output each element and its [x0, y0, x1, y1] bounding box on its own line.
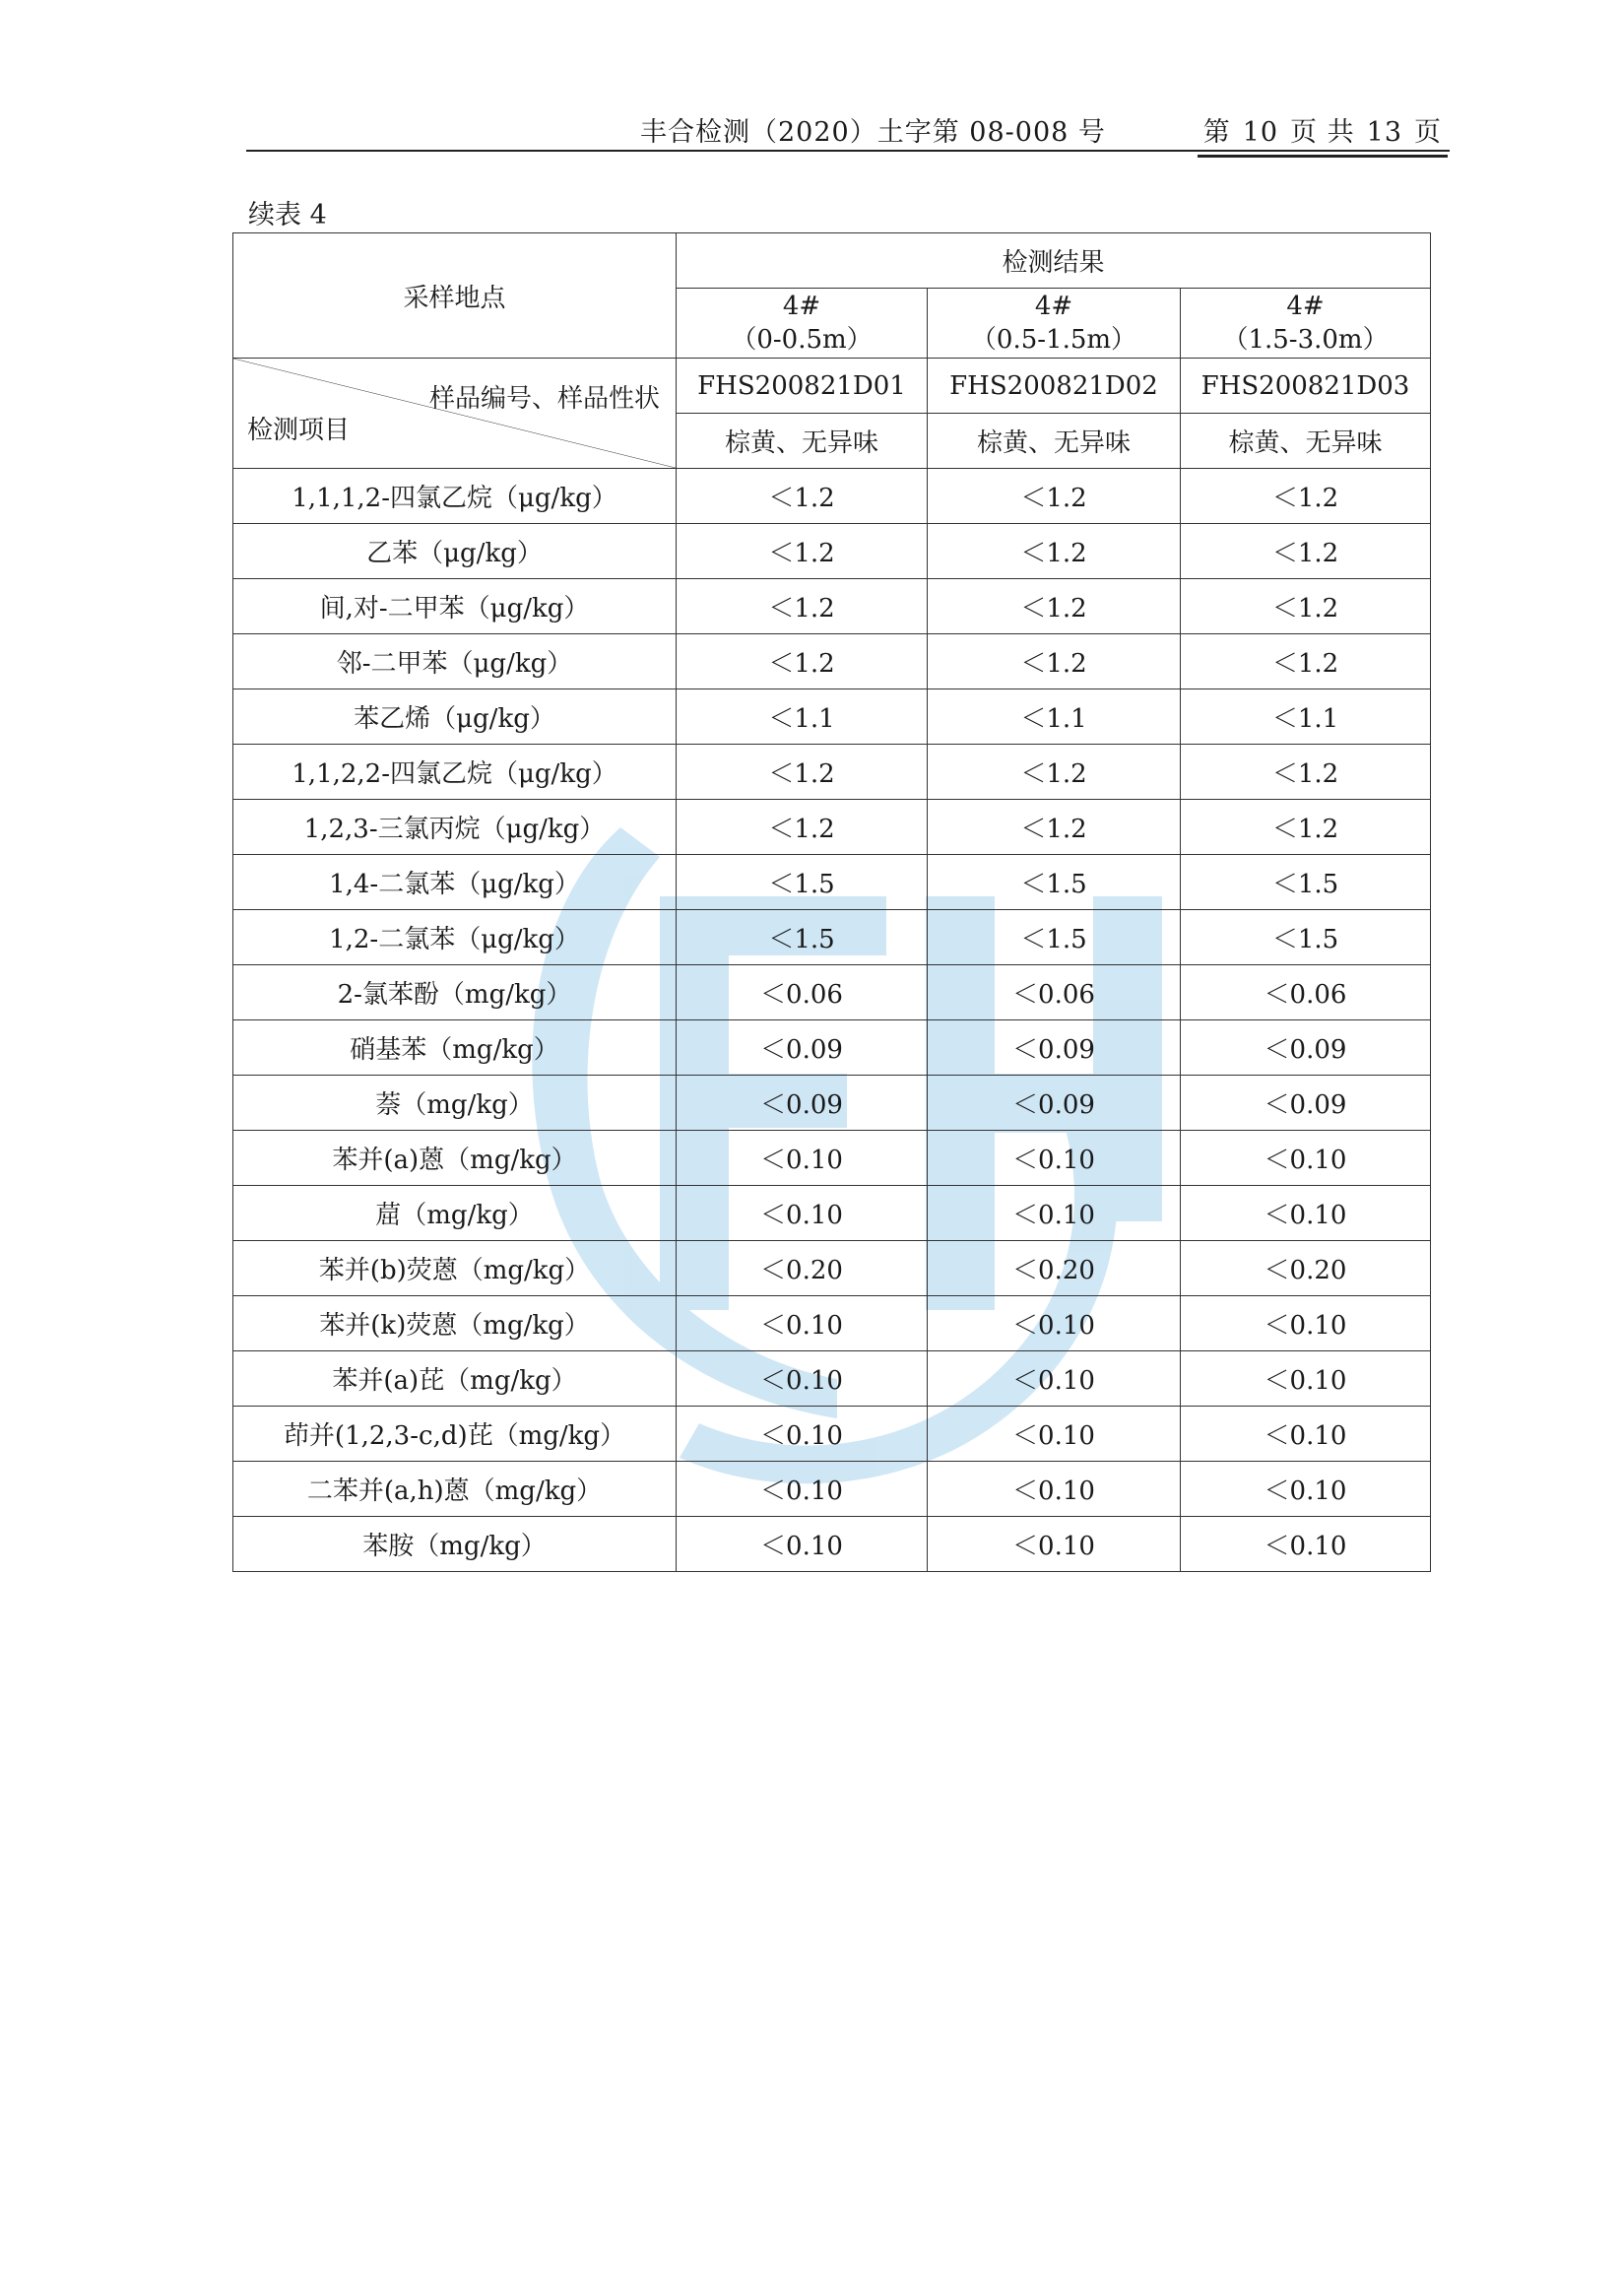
result-value-cell: ＜0.10: [1181, 1517, 1431, 1572]
test-item-cell: 苯并(b)荧蒽（mg/kg）: [233, 1241, 677, 1296]
result-value-cell: ＜0.06: [1181, 965, 1431, 1020]
test-item-cell: 萘（mg/kg）: [233, 1076, 677, 1131]
result-value-cell: ＜0.10: [928, 1462, 1181, 1517]
results-table: [232, 232, 1431, 1572]
result-value-cell: ＜1.2: [677, 634, 928, 689]
test-item-cell: 间,对-二甲苯（μg/kg）: [233, 579, 677, 634]
result-value-cell: ＜1.2: [928, 745, 1181, 800]
test-item-cell: 1,1,1,2-四氯乙烷（μg/kg）: [233, 469, 677, 524]
result-value-cell: ＜0.10: [677, 1296, 928, 1351]
result-value-cell: ＜1.2: [1181, 800, 1431, 855]
page-prefix: 第: [1202, 117, 1231, 148]
result-value-cell: ＜1.5: [1181, 855, 1431, 910]
result-value-cell: ＜1.2: [677, 745, 928, 800]
sample-property-cell: 棕黄、无异味: [677, 414, 928, 469]
table-row: [233, 910, 1431, 965]
result-value-cell: ＜1.2: [928, 469, 1181, 524]
test-item-cell: 苯并(a)蒽（mg/kg）: [233, 1131, 677, 1186]
table-caption: 续表 4: [248, 200, 327, 230]
page-suffix: 页: [1414, 117, 1442, 148]
page-total: 13: [1366, 117, 1402, 148]
result-value-cell: ＜0.10: [928, 1517, 1181, 1572]
result-value-cell: ＜0.09: [1181, 1020, 1431, 1076]
result-value-cell: ＜0.20: [928, 1241, 1181, 1296]
page-header: [246, 110, 1448, 154]
table-row: [233, 634, 1431, 689]
test-item-cell: 1,1,2,2-四氯乙烷（μg/kg）: [233, 745, 677, 800]
result-value-cell: ＜1.5: [928, 855, 1181, 910]
result-value-cell: ＜0.10: [677, 1186, 928, 1241]
result-value-cell: ＜0.10: [928, 1131, 1181, 1186]
table-row: [233, 800, 1431, 855]
result-value-cell: ＜1.5: [677, 910, 928, 965]
point-header-cell: [677, 289, 928, 359]
test-item-cell: 2-氯苯酚（mg/kg）: [233, 965, 677, 1020]
result-value-cell: ＜0.20: [1181, 1241, 1431, 1296]
sample-id-cell: FHS200821D01: [677, 359, 928, 414]
result-value-cell: ＜0.10: [1181, 1462, 1431, 1517]
table-row: [233, 1241, 1431, 1296]
site-header-cell: 采样地点: [233, 233, 677, 359]
result-value-cell: ＜1.2: [928, 634, 1181, 689]
result-value-cell: ＜0.10: [1181, 1407, 1431, 1462]
point-label: 4#: [782, 292, 821, 321]
point-label: 4#: [1034, 292, 1073, 321]
result-value-cell: ＜0.20: [677, 1241, 928, 1296]
page-separator: 页 共: [1290, 117, 1355, 148]
test-item-cell: 苯并(k)荧蒽（mg/kg）: [233, 1296, 677, 1351]
table-row: [233, 745, 1431, 800]
result-value-cell: ＜1.2: [677, 469, 928, 524]
point-header-cell: [928, 289, 1181, 359]
result-value-cell: ＜0.10: [928, 1351, 1181, 1407]
result-value-cell: ＜1.5: [1181, 910, 1431, 965]
sample-id-cell: FHS200821D03: [1181, 359, 1431, 414]
result-value-cell: ＜1.1: [1181, 689, 1431, 745]
result-value-cell: ＜1.1: [928, 689, 1181, 745]
test-item-cell: 乙苯（μg/kg）: [233, 524, 677, 579]
depth-label: （1.5-3.0m）: [1222, 325, 1389, 355]
table-row: [233, 855, 1431, 910]
result-value-cell: ＜1.5: [677, 855, 928, 910]
depth-label: （0.5-1.5m）: [970, 325, 1137, 355]
result-value-cell: ＜0.10: [1181, 1351, 1431, 1407]
item-label: 检测项目: [247, 416, 351, 445]
table-row: [233, 1296, 1431, 1351]
result-value-cell: ＜0.10: [928, 1186, 1181, 1241]
sample-id-cell: FHS200821D02: [928, 359, 1181, 414]
result-value-cell: ＜1.2: [677, 579, 928, 634]
result-value-cell: ＜0.09: [1181, 1076, 1431, 1131]
test-item-cell: 苯胺（mg/kg）: [233, 1517, 677, 1572]
table-row: [233, 1131, 1431, 1186]
header-rule: [246, 150, 1450, 152]
result-value-cell: ＜0.06: [928, 965, 1181, 1020]
test-item-cell: 䓛（mg/kg）: [233, 1186, 677, 1241]
result-value-cell: ＜0.10: [677, 1462, 928, 1517]
test-item-cell: 硝基苯（mg/kg）: [233, 1020, 677, 1076]
result-value-cell: ＜0.06: [677, 965, 928, 1020]
depth-label: （0-0.5m）: [731, 325, 873, 355]
result-value-cell: ＜1.2: [1181, 579, 1431, 634]
table-row: [233, 1076, 1431, 1131]
result-value-cell: ＜0.10: [1181, 1186, 1431, 1241]
result-value-cell: ＜1.2: [928, 579, 1181, 634]
sample-label: 样品编号、样品性状: [428, 384, 660, 414]
report-number: 丰合检测（2020）土字第 08-008 号: [640, 117, 1106, 148]
result-header-cell: 检测结果: [677, 233, 1431, 289]
result-value-cell: ＜0.10: [928, 1296, 1181, 1351]
result-value-cell: ＜1.2: [1181, 634, 1431, 689]
table-row: [233, 1517, 1431, 1572]
test-item-cell: 苯并(a)芘（mg/kg）: [233, 1351, 677, 1407]
table-row: [233, 579, 1431, 634]
sample-property-cell: 棕黄、无异味: [928, 414, 1181, 469]
result-value-cell: ＜1.5: [928, 910, 1181, 965]
table-row: [233, 1020, 1431, 1076]
result-value-cell: ＜0.10: [677, 1517, 928, 1572]
test-item-cell: 1,4-二氯苯（μg/kg）: [233, 855, 677, 910]
test-item-cell: 茚并(1,2,3-c,d)芘（mg/kg）: [233, 1407, 677, 1462]
result-value-cell: ＜1.2: [1181, 745, 1431, 800]
table-row: [233, 965, 1431, 1020]
result-value-cell: ＜1.2: [1181, 469, 1431, 524]
result-value-cell: ＜1.1: [677, 689, 928, 745]
table-row: [233, 1351, 1431, 1407]
sample-property-cell: 棕黄、无异味: [1181, 414, 1431, 469]
result-value-cell: ＜1.2: [928, 800, 1181, 855]
diagonal-header-cell: [233, 359, 677, 469]
test-item-cell: 二苯并(a,h)蒽（mg/kg）: [233, 1462, 677, 1517]
page-number: 10: [1242, 117, 1279, 148]
result-value-cell: ＜0.09: [928, 1020, 1181, 1076]
test-item-cell: 1,2,3-三氯丙烷（μg/kg）: [233, 800, 677, 855]
table-row: [233, 524, 1431, 579]
point-header-cell: [1181, 289, 1431, 359]
result-value-cell: ＜1.2: [677, 524, 928, 579]
result-value-cell: ＜0.09: [928, 1076, 1181, 1131]
test-item-cell: 1,2-二氯苯（μg/kg）: [233, 910, 677, 965]
test-item-cell: 苯乙烯（μg/kg）: [233, 689, 677, 745]
result-value-cell: ＜0.10: [1181, 1296, 1431, 1351]
table-row: [233, 1407, 1431, 1462]
result-value-cell: ＜0.10: [677, 1407, 928, 1462]
table-row: [233, 1462, 1431, 1517]
result-value-cell: ＜1.2: [1181, 524, 1431, 579]
point-label: 4#: [1286, 292, 1325, 321]
table-row: [233, 1186, 1431, 1241]
result-value-cell: ＜1.2: [928, 524, 1181, 579]
result-value-cell: ＜0.09: [677, 1076, 928, 1131]
result-value-cell: ＜0.10: [1181, 1131, 1431, 1186]
result-value-cell: ＜0.09: [677, 1020, 928, 1076]
result-value-cell: ＜0.10: [677, 1351, 928, 1407]
result-value-cell: ＜1.2: [677, 800, 928, 855]
table-row: [233, 689, 1431, 745]
result-value-cell: ＜0.10: [928, 1407, 1181, 1462]
table-row: [233, 469, 1431, 524]
result-value-cell: ＜0.10: [677, 1131, 928, 1186]
data-rows: [233, 469, 1431, 1572]
test-item-cell: 邻-二甲苯（μg/kg）: [233, 634, 677, 689]
